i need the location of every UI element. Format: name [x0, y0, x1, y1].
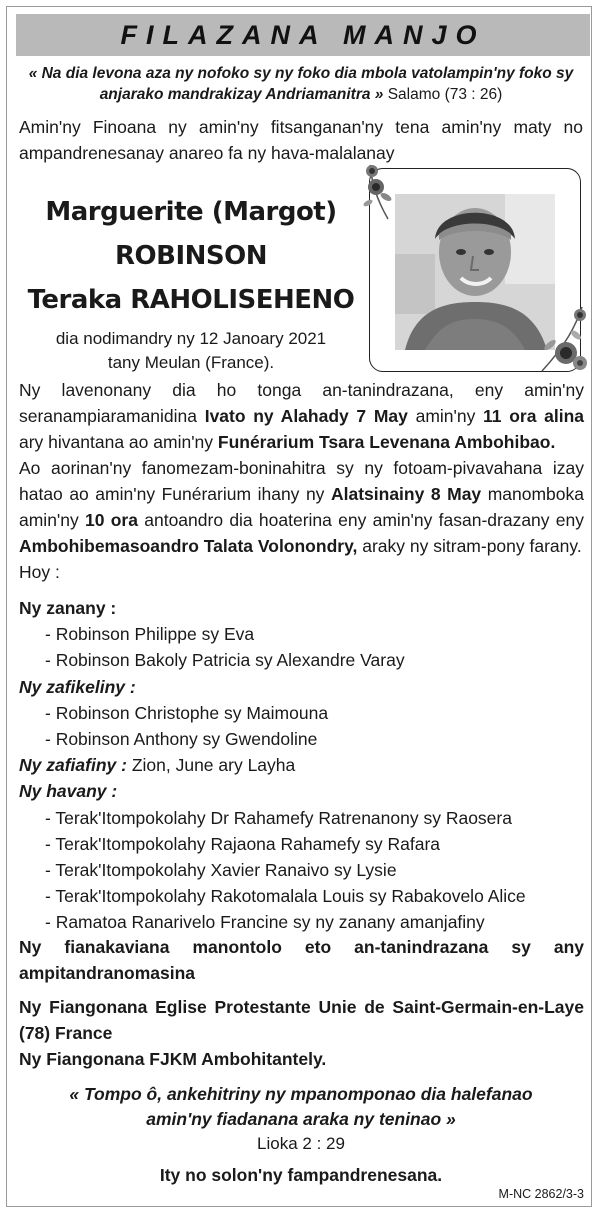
burial-time: 10 ora	[85, 510, 138, 530]
great-grandchildren-line: Ny zafiafiny : Zion, June ary Layha	[19, 755, 296, 776]
list-item: - Robinson Bakoly Patricia sy Alexandre Varay	[45, 650, 405, 671]
portrait-photo	[395, 194, 555, 350]
list-item: - Robinson Philippe sy Eva	[45, 624, 255, 645]
list-item: - Ramatoa Ranarivelo Francine sy ny zanany amanjafiny	[45, 912, 485, 933]
great-grandchildren-names: Zion, June ary Layha	[126, 755, 296, 776]
arrival-time: 11 ora alina	[483, 406, 585, 426]
arrival-date: Ivato ny Alahady 7 May	[204, 406, 408, 426]
deceased-name-line3: Teraka RAHOLISEHENO	[27, 285, 355, 315]
grandchildren-label: Ny zafikeliny :	[19, 676, 136, 697]
death-info	[20, 327, 362, 375]
intro-text: Amin'ny Finoana ny amin'ny fitsanganan'ny tena amin'ny maty no ampandrenesanay anareo fa ny hava-malalanay	[19, 117, 583, 163]
burial-paragraph: Ao aorinan'ny fanomezam-boninahitra sy ny fotoam-pivavahana izay hatao ao amin'ny Funérarium ihany ny Alatsinainy 8 May manomboka amin'ny 10 ora antoandro dia hoaterina eny amin'ny fasan-drazany eny Ambohibemasoandro Talata Volonondry, araky ny sitram-pony farany.	[19, 458, 585, 556]
great-grandchildren-label: Ny zafiafiny	[19, 755, 117, 776]
photo-frame	[369, 168, 581, 372]
list-item: - Terak'Itompokolahy Xavier Ranaivo sy Lysie	[45, 860, 397, 881]
notice-code: M-NC 2862/3-3	[498, 1187, 584, 1201]
relatives-label: Ny havany :	[19, 781, 118, 802]
death-date: dia nodimandry ny 12 Janoary 2021	[55, 329, 327, 348]
list-item: - Robinson Christophe sy Maimouna	[45, 702, 329, 723]
rose-ornament-bottom-icon	[536, 305, 590, 377]
list-item: - Terak'Itompokolahy Rakotomalala Louis sy Rabakovelo Alice	[45, 886, 526, 907]
closing-signatories	[19, 934, 584, 1080]
deceased-name-line1: Marguerite (Margot)	[45, 197, 337, 227]
closing-family: Ny fianakaviana manontolo eto an-tanindrazana sy any ampitandranomasina	[19, 937, 584, 983]
verse-text: « Na dia levona aza ny nofoko sy ny foko dia mbola vatolampin'ny foko sy anjarako mandrakizay Andriamanitra »	[28, 65, 574, 103]
funeral-details	[19, 377, 584, 585]
quote-reference: Lioka 2 : 29	[257, 1134, 345, 1153]
burial-date: Alatsinainy 8 May	[330, 484, 482, 504]
deceased-name	[20, 190, 362, 322]
list-item: - Terak'Itompokolahy Dr Rahamefy Ratrenanony sy Raosera	[45, 807, 512, 828]
children-label: Ny zanany :	[19, 598, 117, 618]
arrival-paragraph: Ny lavenonany dia ho tonga an-tanindrazana, eny amin'ny seranampiaramanidina Ivato ny Alahady 7 May amin'ny 11 ora alina ary hivantana ao amin'ny Funérarium Tsara Levenana Ambohibao.	[19, 380, 585, 452]
deceased-name-line2: ROBINSON	[115, 241, 267, 271]
final-line: Ity no solon'ny fampandrenesana.	[159, 1165, 443, 1185]
closing-quote	[20, 1082, 582, 1132]
death-place: tany Meulan (France).	[107, 353, 275, 372]
list-item: - Terak'Itompokolahy Rajaona Rahamefy sy Rafara	[45, 833, 441, 854]
closing-church-fjkm: Ny Fiangonana FJKM Ambohitantely.	[19, 1049, 327, 1069]
verse-reference: Salamo (73 : 26)	[387, 86, 503, 103]
quote-line2: amin'ny fiadanana araka ny teninao »	[146, 1109, 456, 1129]
opening-verse	[26, 63, 576, 105]
family-list	[19, 595, 584, 936]
notice-header: FILAZANA MANJO	[16, 14, 590, 56]
hoy-label: Hoy :	[19, 562, 60, 582]
list-item: - Robinson Anthony sy Gwendoline	[45, 729, 318, 750]
quote-line1: « Tompo ô, ankehitriny ny mpanomponao dia halefanao	[69, 1084, 533, 1104]
closing-church-france: Ny Fiangonana Eglise Protestante Unie de Saint-Germain-en-Laye (78) France	[19, 997, 584, 1043]
funeral-home: Funérarium Tsara Levenana Ambohibao.	[217, 432, 556, 452]
burial-place: Ambohibemasoandro Talata Volonondry,	[19, 536, 358, 556]
